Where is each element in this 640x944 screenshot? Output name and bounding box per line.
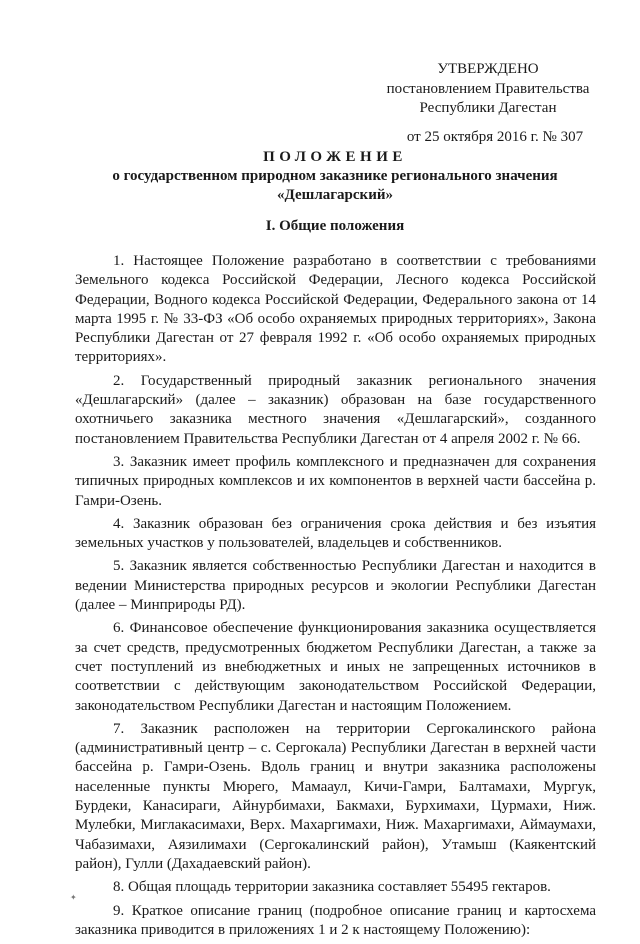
- paragraph-3: 3. Заказник имеет профиль комплексного и предназначен для сохранения типичных природных комплексов и их компонентов в верхней части бассейна р. Гамри-Озень.: [75, 453, 596, 509]
- approval-title: УТВЕРЖДЕНО: [437, 61, 539, 77]
- paragraph-1: 1. Настоящее Положение разработано в соответствии с требованиями Земельного кодекса Российской Федерации, Лесного кодекса Российской Федерации, Водного кодекса Российской Федерации, Федерального закона от 14 марта 1995 г. № 33-ФЗ «Об особо охраняемых природных территориях», Закона Республики Дагестан от 27 февраля 1992 г. «Об особо охраняемых природных территориях».: [75, 253, 596, 366]
- approval-line-1: постановлением Правительства: [386, 80, 590, 97]
- paragraph-4: 4. Заказник образован без ограничения срока действия и без изъятия земельных участков у пользователей, владельцев и собственников.: [75, 515, 596, 552]
- reserve-name: «Дешлагарский»: [277, 187, 393, 203]
- approval-date: от 25 октября 2016 г. № 307: [406, 128, 584, 145]
- paragraph-9: 9. Краткое описание границ (подробное описание границ и картосхема заказника приводится в приложениях 1 и 2 к настоящему Положению):: [75, 902, 596, 938]
- document-subtitle: о государственном природном заказнике регионального значения: [112, 168, 558, 184]
- document-body: [75, 252, 596, 944]
- paragraph-7: 7. Заказник расположен на территории Сергокалинского района (административный центр – с. Сергокала) Республики Дагестан в верхней части бассейна р. Гамри-Озень. Вдоль границ и внутри заказника расположены населенные пункты Мюрего, Мамааул, Кичи-Гамри, Балтамахи, Мургук, Бурдеки, Канасираги, Айнурбимахи, Бакмахи, Бурхимахи, Цурмахи, Ниж. Мулебки, Миглакасимахи, Верх. Махаргимахи, Ниж. Махаргимахи, Аймаумахи, Чабазимахи, Аязилимахи (Сергокалинский район), Утамыш (Каякентский район), Гулли (Дахадаевский район).: [75, 720, 596, 872]
- document-type: ПОЛОЖЕНИЕ: [263, 149, 407, 165]
- approval-stamp: [368, 60, 608, 147]
- paragraph-8: 8. Общая площадь территории заказника составляет 55495 гектаров.: [113, 879, 551, 896]
- paragraph-2: 2. Государственный природный заказник регионального значения «Дешлагарский» (далее – заказник) образован на базе государственного охотничьего заказника местного значения «Дешлагарский», созданного постановлением Правительства Республики Дагестан от 4 апреля 2002 г. № 66.: [75, 372, 596, 447]
- scan-artifact-mark: ✦: [70, 893, 77, 902]
- document-heading: [75, 148, 595, 205]
- section-title: I. Общие положения: [265, 218, 405, 234]
- paragraph-5: 5. Заказник является собственностью Республики Дагестан и находится в ведении Министерства природных ресурсов и экологии Республики Дагестан (далее – Минприроды РД).: [75, 558, 596, 614]
- paragraph-6: 6. Финансовое обеспечение функционирования заказника осуществляется за счет средств, предусмотренных бюджетом Республики Дагестан, а также за счет поступлений из внебюджетных и иных не запрещенных источников в соответствии с действующим законодательством Российской Федерации, законодательством Республики Дагестан и настоящим Положением.: [75, 620, 596, 714]
- approval-line-2: Республики Дагестан: [419, 100, 557, 116]
